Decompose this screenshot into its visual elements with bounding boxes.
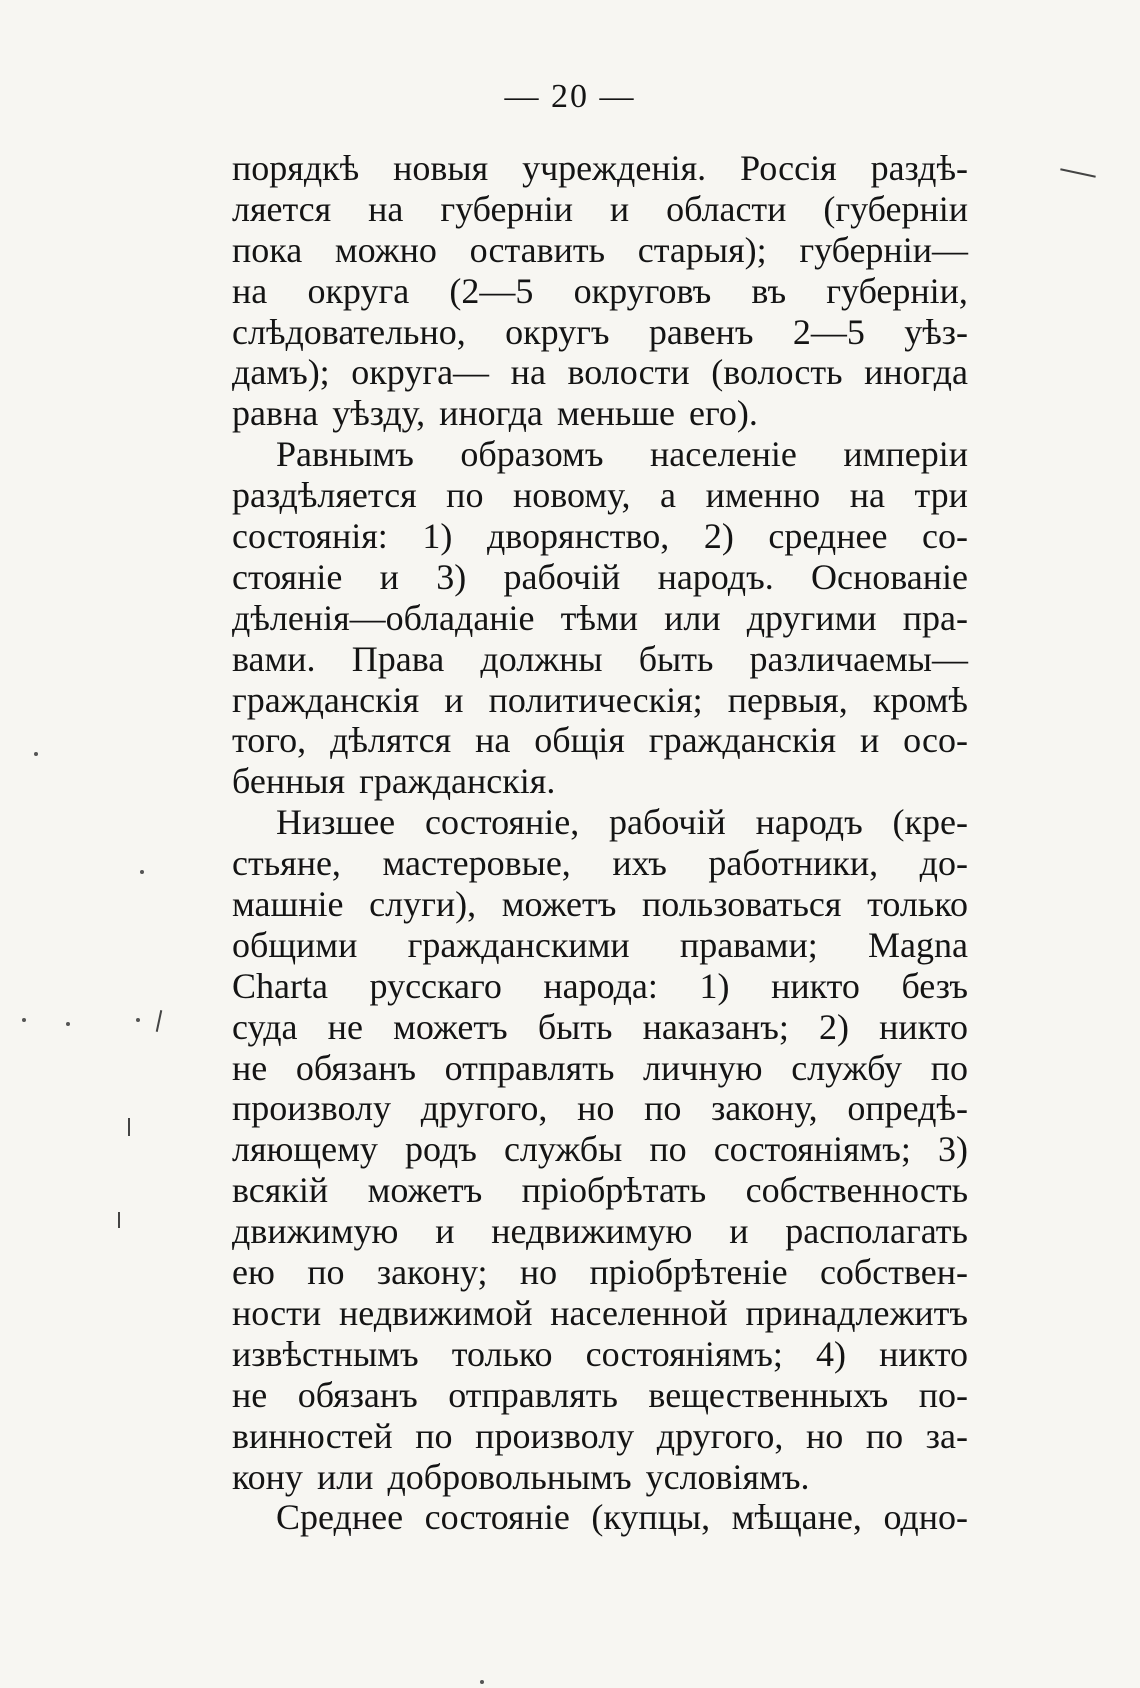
margin-mark (128, 1118, 130, 1136)
text-line: произволу другого, но по закону, опредѣ- (232, 1088, 968, 1129)
scan-speck (480, 1680, 484, 1684)
text-line: суда не можетъ быть наказанъ; 2) никто (232, 1006, 968, 1047)
margin-mark (118, 1212, 120, 1228)
text-line: равна уѣзду, иногда меньше его). (232, 393, 758, 434)
scan-speck (22, 1018, 26, 1022)
text-line: ею по закону; но пріобрѣтеніе собствен- (232, 1252, 968, 1293)
text-line: кону или добровольнымъ условіямъ. (232, 1456, 810, 1497)
text-line: стояніе и 3) рабочій народъ. Основаніе (232, 556, 968, 597)
text-line: движимую и недвижимую и располагать (232, 1211, 968, 1252)
text-line: стьяне, мастеровые, ихъ работники, до- (232, 843, 968, 884)
text-line: не обязанъ отправлять личную службу по (232, 1047, 968, 1088)
text-line: ляется на губерніи и области (губерніи (232, 188, 968, 229)
text-line: ности недвижимой населенной принадлежитъ (232, 1292, 968, 1333)
body-text (232, 148, 968, 1538)
margin-mark (156, 1010, 163, 1032)
text-line: общими гражданскими правами; Magna (232, 924, 968, 965)
text-line: ляющему родъ службы по состояніямъ; 3) (232, 1129, 968, 1170)
text-line: извѣстнымъ только состояніямъ; 4) никто (232, 1333, 968, 1374)
text-line: Среднее состояніе (купцы, мѣщане, одно- (276, 1497, 968, 1538)
text-line: состоянія: 1) дворянство, 2) среднее со- (232, 516, 968, 557)
scan-speck (140, 870, 144, 874)
text-line: слѣдовательно, округъ равенъ 2—5 уѣз- (232, 311, 968, 352)
scan-speck (66, 1022, 70, 1026)
text-line: Charta русскаго народа: 1) никто безъ (232, 965, 968, 1006)
text-line: не обязанъ отправлять вещественныхъ по- (232, 1374, 968, 1415)
text-line: машніе слуги), можетъ пользоваться только (232, 884, 968, 925)
text-line: пока можно оставить старыя); губерніи— (232, 229, 968, 270)
text-line: дамъ); округа— на волости (волость иногда (232, 352, 968, 393)
text-line: на округа (2—5 округовъ въ губерніи, (232, 270, 968, 311)
text-line: раздѣляется по новому, а именно на три (232, 475, 968, 516)
margin-mark (1060, 168, 1096, 177)
text-line: Низшее состояніе, рабочій народъ (кре- (276, 802, 968, 843)
scan-speck (34, 752, 38, 756)
text-line: Равнымъ образомъ населеніе имперіи (276, 434, 968, 475)
text-line: гражданскія и политическія; первыя, кромѣ (232, 679, 968, 720)
scan-speck (136, 1018, 140, 1022)
text-line: винностей по произволу другого, но по за- (232, 1415, 968, 1456)
text-line: того, дѣлятся на общія гражданскія и осо- (232, 720, 968, 761)
text-line: бенныя гражданскія. (232, 761, 556, 802)
text-line: вами. Права должны быть различаемы— (232, 638, 968, 679)
page-number: — 20 — (504, 78, 636, 115)
text-line: дѣленія—обладаніе тѣми или другими пра- (232, 597, 968, 638)
text-line: всякій можетъ пріобрѣтать собственность (232, 1170, 968, 1211)
text-line: порядкѣ новыя учрежденія. Россія раздѣ- (232, 148, 968, 188)
